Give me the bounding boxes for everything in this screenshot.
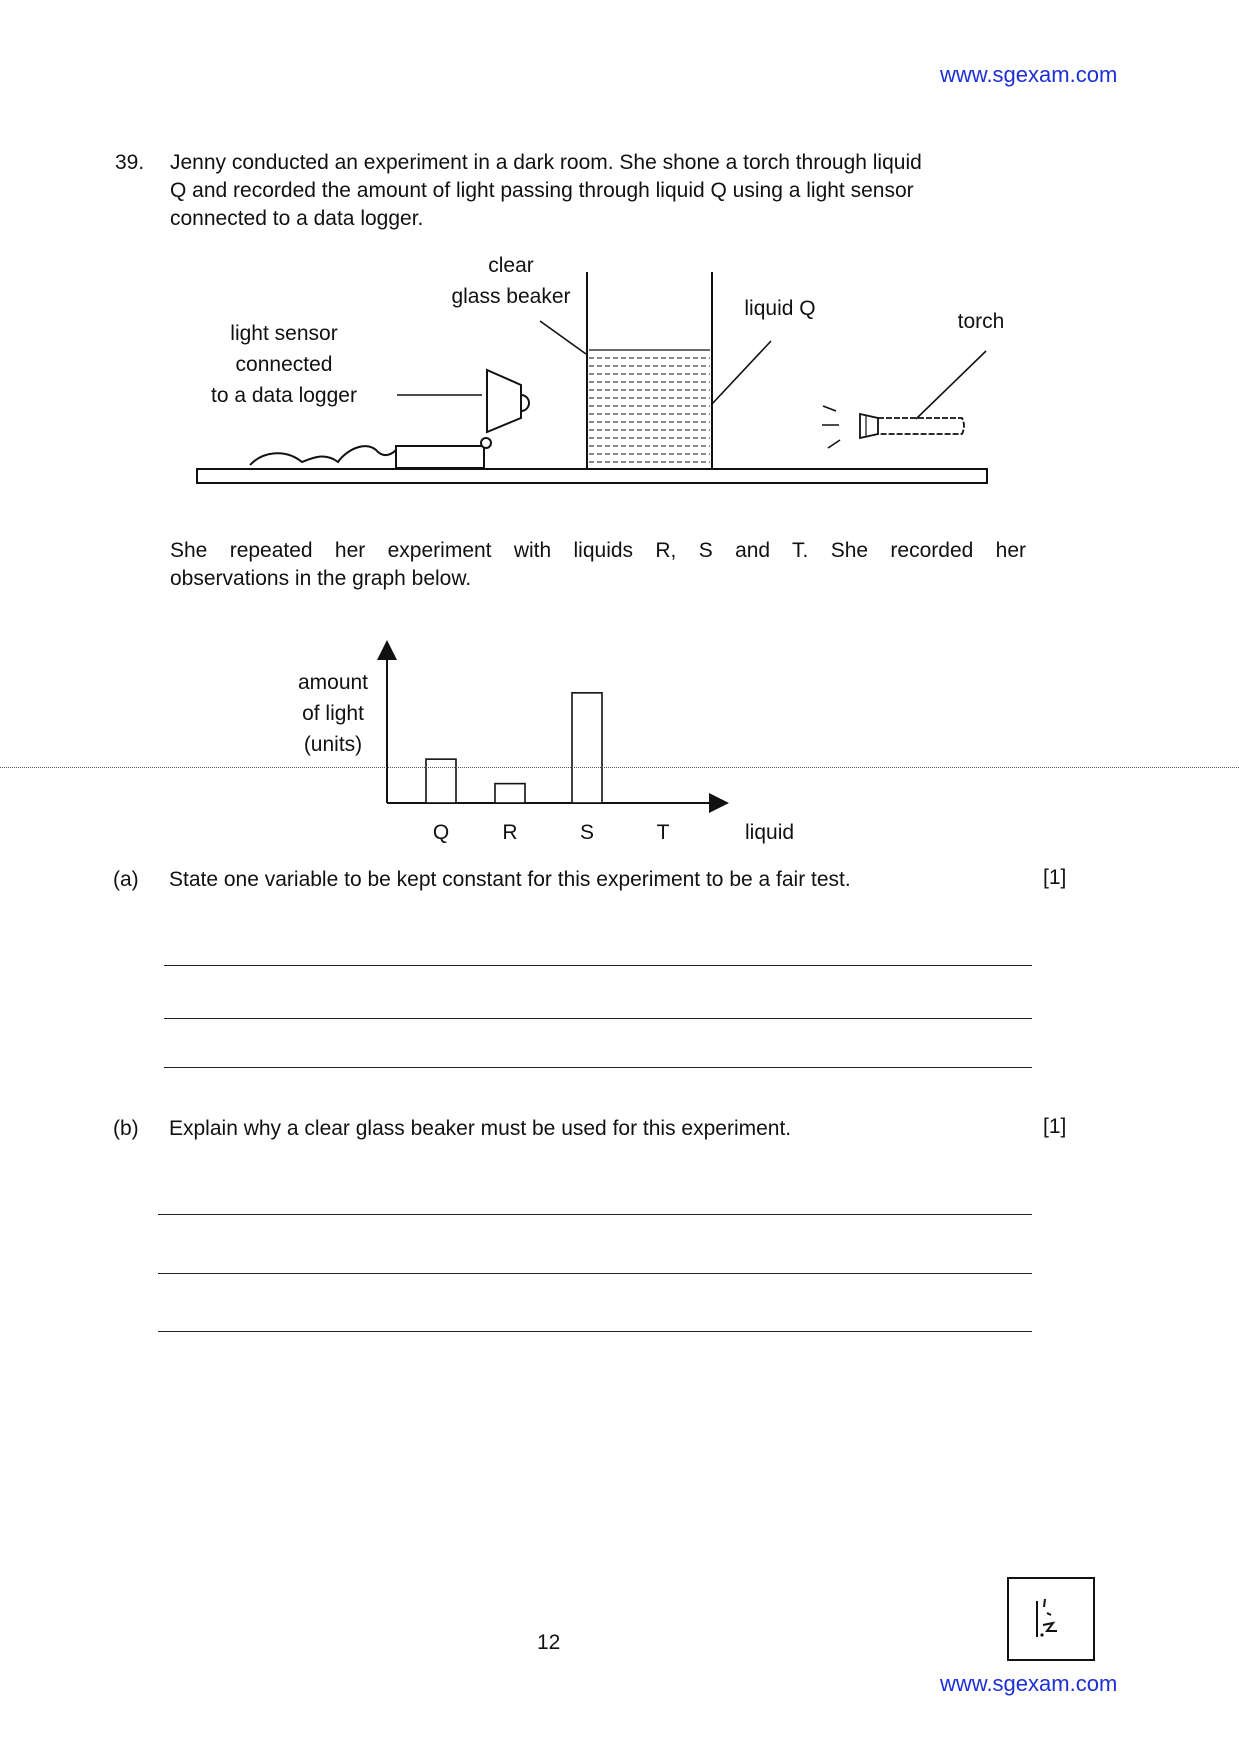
fold-line (0, 767, 1239, 768)
intro-line-2: Q and recorded the amount of light passing through liquid Q using a light sensor (170, 179, 914, 202)
y-label-line-3: (units) (303, 733, 363, 756)
beaker-label-line-2: glass beaker (451, 285, 571, 308)
experiment-diagram (0, 0, 1239, 500)
part-b-answer-line-3[interactable] (158, 1331, 1032, 1332)
torch-label: torch (957, 310, 1005, 333)
x-tick-label-s: S (579, 821, 595, 844)
handwritten-score-mark (1009, 1579, 1093, 1659)
part-b-label: (b) (113, 1117, 139, 1140)
part-a-answer-line-3[interactable] (164, 1067, 1032, 1068)
footer-website-link[interactable]: www.sgexam.com (940, 1671, 1118, 1696)
repeat-line-1: She repeated her experiment with liquids R, S and T. She recorded her (170, 539, 1026, 562)
bar-q (426, 759, 456, 803)
x-axis-label: liquid (745, 821, 795, 844)
liquid-q-fill (589, 350, 710, 462)
light-sensor-icon (487, 370, 521, 432)
torch-light-rays (822, 406, 840, 448)
part-a-answer-line-2[interactable] (164, 1018, 1032, 1019)
torch-icon (860, 414, 878, 438)
header-website-link[interactable]: www.sgexam.com (940, 62, 1118, 87)
part-b-marks: [1] (1043, 1115, 1067, 1138)
sensor-cable (250, 446, 396, 465)
bar-r (495, 784, 525, 803)
sensor-lens (521, 395, 529, 411)
bar-s (572, 693, 602, 803)
x-tick-label-r: R (502, 821, 518, 844)
x-tick-label-q: Q (432, 821, 450, 844)
sensor-pivot (481, 438, 491, 448)
part-b-answer-line-2[interactable] (158, 1273, 1032, 1274)
x-tick-label-t: T (656, 821, 670, 844)
beaker-pointer-line (540, 321, 586, 354)
repeat-paragraph (170, 537, 1026, 593)
part-a-label: (a) (113, 868, 139, 891)
repeat-line-2: observations in the graph below. (170, 567, 472, 590)
y-label-line-1: amount (297, 671, 369, 694)
page-number: 12 (537, 1631, 561, 1654)
liquid-q-label: liquid Q (744, 297, 816, 320)
intro-line-1: Jenny conducted an experiment in a dark room. She shone a torch through liquid (170, 151, 922, 174)
sensor-label-line-2: connected (235, 353, 333, 376)
torch-pointer-line (916, 351, 986, 419)
question-number: 39. (115, 151, 145, 174)
bench (197, 469, 987, 483)
part-a-answer-line-1[interactable] (164, 965, 1032, 966)
sensor-label-line-1: light sensor (230, 322, 338, 345)
data-logger (396, 446, 484, 468)
part-b-answer-line-1[interactable] (158, 1214, 1032, 1215)
liquid-pointer-line (712, 341, 771, 404)
beaker-label (441, 250, 581, 312)
part-b-question: Explain why a clear glass beaker must be used for this experiment. (169, 1117, 792, 1140)
intro-line-3: connected to a data logger. (170, 207, 424, 230)
part-a-marks: [1] (1043, 866, 1067, 889)
part-a-question: State one variable to be kept constant for this experiment to be a fair test. (169, 868, 851, 891)
beaker-label-line-1: clear (488, 254, 534, 277)
y-label-line-2: of light (302, 702, 364, 725)
score-box (1007, 1577, 1095, 1661)
sensor-label-line-3: to a data logger (211, 384, 357, 407)
sensor-label (192, 318, 376, 411)
light-bar-chart (0, 600, 1239, 860)
